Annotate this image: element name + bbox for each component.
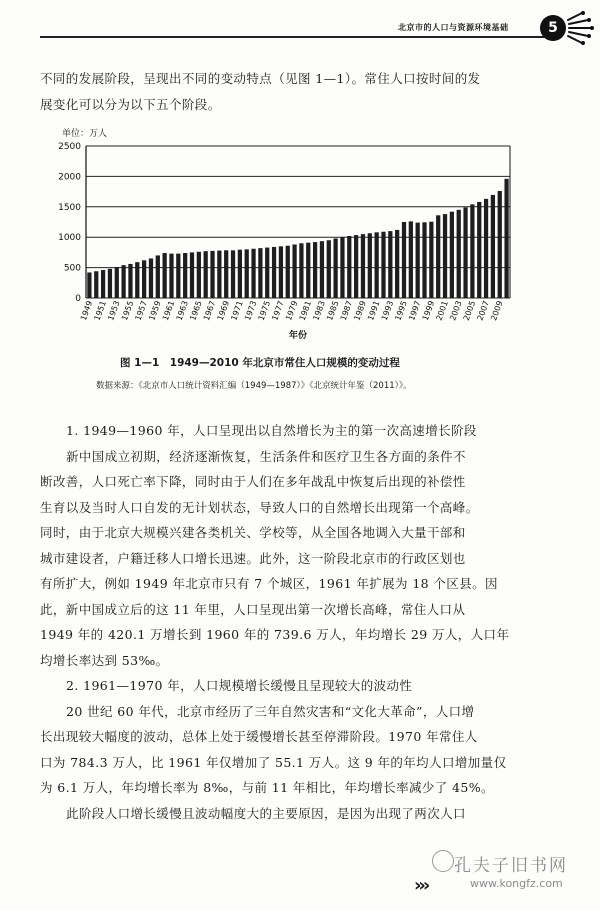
bar-1960 <box>163 253 167 298</box>
x-tick-label: 1961 <box>160 299 177 322</box>
x-tick-label: 1967 <box>201 299 218 322</box>
bar-1990 <box>368 233 372 298</box>
bar-2002 <box>450 212 454 298</box>
bar-1953 <box>115 267 119 298</box>
bar-2004 <box>463 207 467 298</box>
bar-1949 <box>87 272 91 298</box>
section-heading-2: 2. 1961—1970 年，人口规模增长缓慢且呈现较大的波动性 <box>66 678 413 693</box>
bar-1992 <box>381 232 385 298</box>
watermark-text: 孔夫子旧书网 <box>454 856 568 876</box>
bar-1993 <box>388 231 392 298</box>
y-tick-label: 1500 <box>58 202 81 213</box>
text-line: 城市建设者，户籍迁移人口增长迅速。此外，这一阶段北京市的行政区划也 <box>40 550 466 566</box>
y-tick-label: 0 <box>75 294 81 304</box>
text-line: 此阶段人口增长缓慢且波动幅度大的主要原因，是因为出现了两次人口 <box>66 805 466 821</box>
x-tick-label: 1977 <box>270 299 286 322</box>
text-line: 为 6.1 万人，年均增长率为 8‰，与前 11 年相比，年均增长率减少了 45%。 <box>40 780 494 795</box>
bar-1952 <box>108 269 112 298</box>
bar-1965 <box>197 252 201 298</box>
x-tick-label: 1951 <box>92 299 108 322</box>
text-line: 1949 年的 420.1 万增长到 1960 年的 739.6 万人，年均增长 29 万人，人口年 <box>40 627 510 642</box>
x-tick-label: 2001 <box>434 299 450 322</box>
x-tick-label: 2009 <box>489 299 505 322</box>
bar-1991 <box>375 232 379 298</box>
bar-1981 <box>306 243 310 298</box>
x-tick-label: 1993 <box>379 299 396 322</box>
page-number-badge: 5 <box>540 15 566 41</box>
x-tick-label: 1965 <box>188 299 204 322</box>
bar-1959 <box>156 255 160 298</box>
x-tick-label: 1973 <box>243 299 259 322</box>
bar-2001 <box>443 214 447 298</box>
x-tick-label: 1955 <box>119 299 136 322</box>
x-tick-label: 2007 <box>475 299 491 322</box>
x-tick-label: 1971 <box>229 299 245 322</box>
bar-2003 <box>457 210 461 298</box>
figure-caption: 图 1—1 1949—2010 年北京市常住人口规模的变动过程 <box>120 357 400 369</box>
bar-1968 <box>217 251 221 298</box>
text-line: 均增长率达到 53‰。 <box>40 652 169 668</box>
y-tick-label: 2000 <box>58 172 81 183</box>
bar-1999 <box>429 222 433 298</box>
x-tick-label: 1991 <box>366 299 382 322</box>
watermark-logo-icon <box>432 850 454 872</box>
bar-1954 <box>121 265 125 298</box>
text-line: 新中国成立初期，经济逐渐恢复，生活条件和医疗卫生各方面的条件不 <box>66 448 466 464</box>
section-heading-1: 1. 1949—1960 年，人口呈现出以自然增长为主的第一次高速增长阶段 <box>66 423 477 438</box>
intro-paragraph <box>40 66 568 117</box>
x-tick-label: 2003 <box>448 299 464 322</box>
x-tick-label: 1987 <box>338 299 355 322</box>
bar-1995 <box>402 222 406 298</box>
footer-arrows-icon: ››› <box>414 875 428 896</box>
bar-1985 <box>333 238 337 298</box>
bar-1967 <box>210 251 214 298</box>
x-tick-label: 1985 <box>325 299 341 322</box>
bar-1977 <box>279 246 283 298</box>
bar-1955 <box>128 264 132 298</box>
text-line: 断改善，人口死亡率下降，同时由于人们在多年战乱中恢复后出现的补偿性 <box>40 474 466 489</box>
x-tick-label: 1969 <box>215 299 232 322</box>
bar-1997 <box>416 223 420 298</box>
text-line: 同时，由于北京大规模兴建各类机关、学校等，从全国各地调入大量干部和 <box>40 525 466 540</box>
bar-1988 <box>354 235 358 298</box>
header-rule <box>40 36 545 38</box>
x-tick-label: 1995 <box>393 299 409 322</box>
bar-1983 <box>320 241 324 298</box>
bar-1951 <box>101 270 105 298</box>
intro-line: 不同的发展阶段，呈现出不同的变动特点（见图 1—1）。常住人口按时间的发 <box>40 71 481 86</box>
x-tick-label: 1997 <box>407 299 423 322</box>
bar-1996 <box>409 221 413 298</box>
bar-1970 <box>231 250 235 298</box>
bar-1957 <box>142 260 146 298</box>
x-tick-label: 1975 <box>256 299 273 322</box>
bar-1989 <box>361 234 365 298</box>
bar-1978 <box>286 246 290 298</box>
text-line: 此，新中国成立后的这 11 年里，人口呈现出第一次增长高峰，常住人口从 <box>40 601 466 617</box>
text-line: 20 世纪 60 年代，北京市经历了三年自然灾害和“文化大革命”，人口增 <box>66 703 475 719</box>
x-tick-label: 1983 <box>311 299 327 322</box>
bar-1962 <box>176 254 180 298</box>
intro-line: 展变化可以分为以下五个阶段。 <box>40 96 221 112</box>
bar-1966 <box>204 251 208 298</box>
bar-1964 <box>190 252 194 298</box>
watermark-url: www.kongfz.com <box>470 877 563 890</box>
x-tick-label: 1981 <box>297 299 314 322</box>
bar-1987 <box>347 236 351 298</box>
bar-1973 <box>251 249 255 298</box>
population-bar-chart <box>40 134 530 346</box>
y-tick-label: 500 <box>63 263 81 274</box>
bar-1979 <box>292 244 296 298</box>
bar-1963 <box>183 253 187 298</box>
bar-1956 <box>135 262 139 298</box>
running-header-title: 北京市的人口与资源环境基础 <box>398 23 509 32</box>
x-tick-label: 1989 <box>352 299 368 322</box>
x-tick-label: 1957 <box>133 299 150 322</box>
bar-1958 <box>149 258 153 298</box>
bar-1969 <box>224 250 228 298</box>
decorative-rays-icon <box>560 10 596 46</box>
bar-1975 <box>265 248 269 298</box>
y-tick-label: 2500 <box>58 142 81 152</box>
bar-2008 <box>491 195 495 298</box>
text-line: 有所扩大，例如 1949 年北京市只有 7 个城区，1961 年扩展为 18 个区县。因 <box>40 576 498 591</box>
bar-1971 <box>238 250 242 298</box>
bar-1986 <box>340 237 344 298</box>
text-line: 生育以及当时人口自发的无计划状态，导致人口的自然增长出现第一个高峰。 <box>40 499 479 515</box>
bar-1972 <box>245 249 249 298</box>
bar-1984 <box>327 240 331 298</box>
x-tick-label: 1979 <box>284 299 300 322</box>
bar-2009 <box>498 191 502 298</box>
text-line: 口为 784.3 万人，比 1961 年仅增加了 55.1 万人。这 9 年的年均人口增加量仅 <box>40 754 507 770</box>
bar-2000 <box>436 215 440 298</box>
x-tick-label: 1949 <box>78 299 95 322</box>
bar-2007 <box>484 199 488 298</box>
figure-source: 数据来源：《北京市人口统计资料汇编（1949—1987）》《北京统计年鉴（2011）》。 <box>96 381 412 391</box>
bar-1974 <box>258 248 262 298</box>
x-tick-label: 1963 <box>174 299 191 322</box>
bar-1994 <box>395 230 399 298</box>
x-tick-label: 2005 <box>461 299 478 322</box>
x-tick-label: 1999 <box>420 299 437 322</box>
body-text <box>40 418 568 826</box>
bar-2006 <box>477 202 481 298</box>
bar-2005 <box>470 204 474 298</box>
bar-1998 <box>422 222 426 298</box>
bar-1982 <box>313 242 317 298</box>
y-tick-label: 1000 <box>58 233 81 244</box>
bar-1976 <box>272 247 276 298</box>
bar-1950 <box>94 271 98 298</box>
x-axis-label: 年份 <box>288 331 308 341</box>
x-tick-label: 1959 <box>147 299 163 322</box>
x-tick-label: 1953 <box>106 299 122 322</box>
bar-1961 <box>169 254 173 298</box>
bar-1980 <box>299 243 303 298</box>
bar-2010 <box>504 179 508 298</box>
chart-unit-label: 单位：万人 <box>62 129 108 139</box>
text-line: 长出现较大幅度的波动，总体上处于缓慢增长甚至停滞阶段。1970 年常住人 <box>40 729 478 744</box>
